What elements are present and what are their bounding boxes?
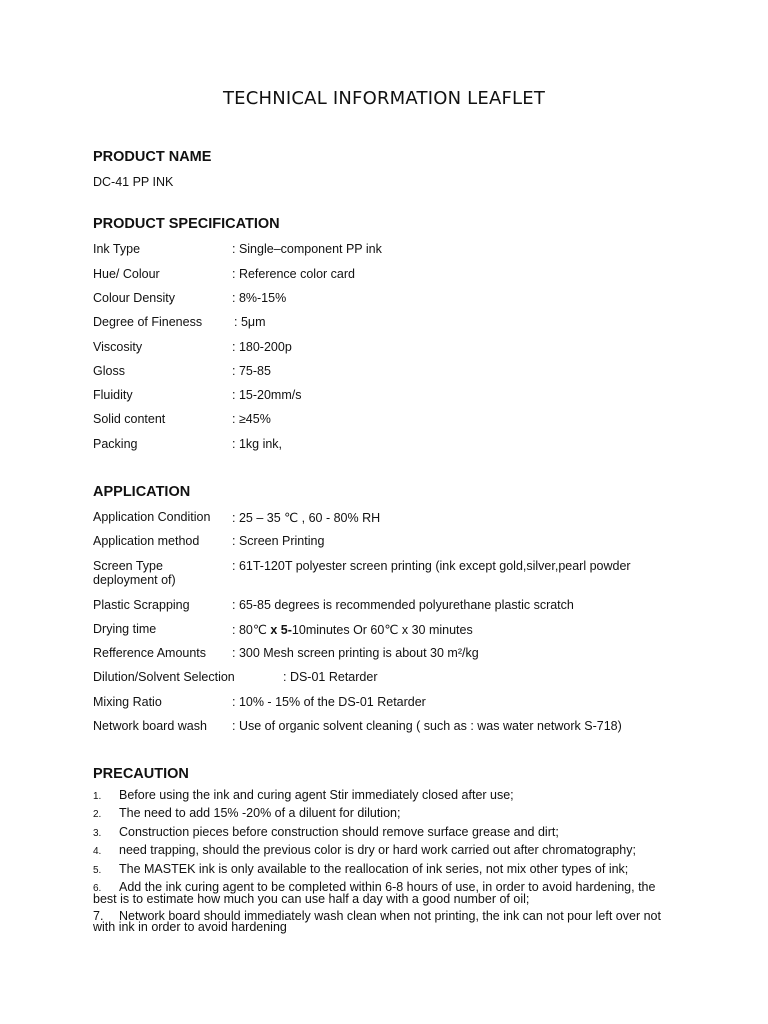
app-value: : Screen Printing: [232, 534, 325, 548]
precaution-heading: PRECAUTION: [93, 766, 189, 782]
app-label: Dilution/Solvent Selection: [93, 670, 235, 684]
document-title: TECHNICAL INFORMATION LEAFLET: [222, 88, 546, 109]
spec-label: Colour Density: [93, 291, 175, 305]
app-value: [232, 622, 473, 637]
app-value: : 65-85 degrees is recommended polyurethane plastic scratch: [232, 598, 574, 612]
spec-value: : Single–component PP ink: [232, 242, 382, 256]
spec-value: : 1kg ink,: [232, 437, 283, 451]
app-label: Mixing Ratio: [93, 695, 162, 709]
precaution-text: The need to add 15% -20% of a diluent for dilution;: [119, 806, 401, 820]
app-value: : DS-01 Retarder: [283, 670, 378, 684]
spec-label: Gloss: [93, 364, 125, 378]
app-value: : 25 – 35 ℃ , 60 - 80% RH: [232, 511, 381, 525]
precaution-item: [93, 808, 683, 820]
precaution-item: [93, 790, 683, 802]
precaution-number: 5.: [93, 865, 102, 876]
precaution-number: 4.: [93, 846, 102, 857]
precaution-text-continued: with ink in order to avoid hardening: [93, 920, 287, 934]
product-name-heading: PRODUCT NAME: [93, 149, 212, 165]
app-value: : Use of organic solvent cleaning ( such as : was water network S-718): [232, 719, 622, 733]
precaution-item: [93, 845, 683, 857]
spec-label: Ink Type: [93, 242, 141, 256]
precaution-item: [93, 864, 683, 876]
precaution-text: The MASTEK ink is only available to the reallocation of ink series, not mix other types of ink;: [119, 862, 629, 876]
precaution-number: 6.: [93, 883, 102, 894]
spec-value: : Reference color card: [232, 267, 355, 281]
spec-label: Hue/ Colour: [93, 267, 160, 281]
app-value: : 300 Mesh screen printing is about 30 m²/kg: [232, 646, 479, 660]
app-label: Application Condition: [93, 510, 211, 524]
spec-value: : 5μm: [234, 315, 266, 329]
application-heading: APPLICATION: [93, 484, 191, 500]
precaution-number: 2.: [93, 809, 102, 820]
spec-value: : 180-200p: [232, 340, 292, 354]
app-label: Refference Amounts: [93, 646, 207, 660]
spec-value: : 75-85: [232, 364, 271, 378]
precaution-text: Network board should immediately wash clean when not printing, the ink can not pour left over not: [119, 909, 661, 923]
spec-label: Packing: [93, 437, 138, 451]
app-label: Network board wash: [93, 719, 207, 733]
precaution-text: need trapping, should the previous color is dry or hard work carried out after chromatography;: [119, 843, 636, 857]
spec-label: Degree of Fineness: [93, 315, 203, 329]
app-label: Application method: [93, 534, 200, 548]
spec-label: Fluidity: [93, 388, 133, 402]
precaution-number: 3.: [93, 828, 102, 839]
spec-label: Solid content: [93, 412, 166, 426]
app-value: : 10% - 15% of the DS-01 Retarder: [232, 695, 426, 709]
app-label: Plastic Scrapping: [93, 598, 190, 612]
app-value: : 61T-120T polyester screen printing (ink except gold,silver,pearl powder: [232, 559, 631, 573]
precaution-item: [93, 911, 683, 933]
precaution-text: Before using the ink and curing agent Stir immediately closed after use;: [119, 788, 514, 802]
app-value-part: : 80℃: [232, 623, 271, 637]
precaution-item: [93, 882, 683, 905]
spec-value: : 8%-15%: [232, 291, 287, 305]
precaution-number: 1.: [93, 791, 102, 802]
spec-label: Viscosity: [93, 340, 143, 354]
specification-heading: PRODUCT SPECIFICATION: [93, 216, 280, 232]
precaution-item: [93, 827, 683, 839]
precaution-text-continued: best is to estimate how much you can use half a day with a good number of oil;: [93, 892, 530, 906]
precaution-text: Construction pieces before construction should remove surface grease and dirt;: [119, 825, 559, 839]
precaution-text: Add the ink curing agent to be completed within 6-8 hours of use, in order to avoid hardening, the: [119, 880, 656, 894]
spec-value: : ≥45%: [232, 412, 271, 426]
product-name-value: DC-41 PP INK: [93, 175, 174, 189]
app-label: Screen Type: [93, 559, 163, 573]
app-value-part: 10minutes Or 60℃ x 30 minutes: [291, 623, 473, 637]
app-label: Drying time: [93, 622, 157, 636]
spec-value: : 15-20mm/s: [232, 388, 302, 402]
app-value-continued: deployment of): [93, 573, 176, 587]
precaution-number: 7.: [93, 909, 104, 923]
app-value-bold: x 5-: [270, 623, 292, 637]
